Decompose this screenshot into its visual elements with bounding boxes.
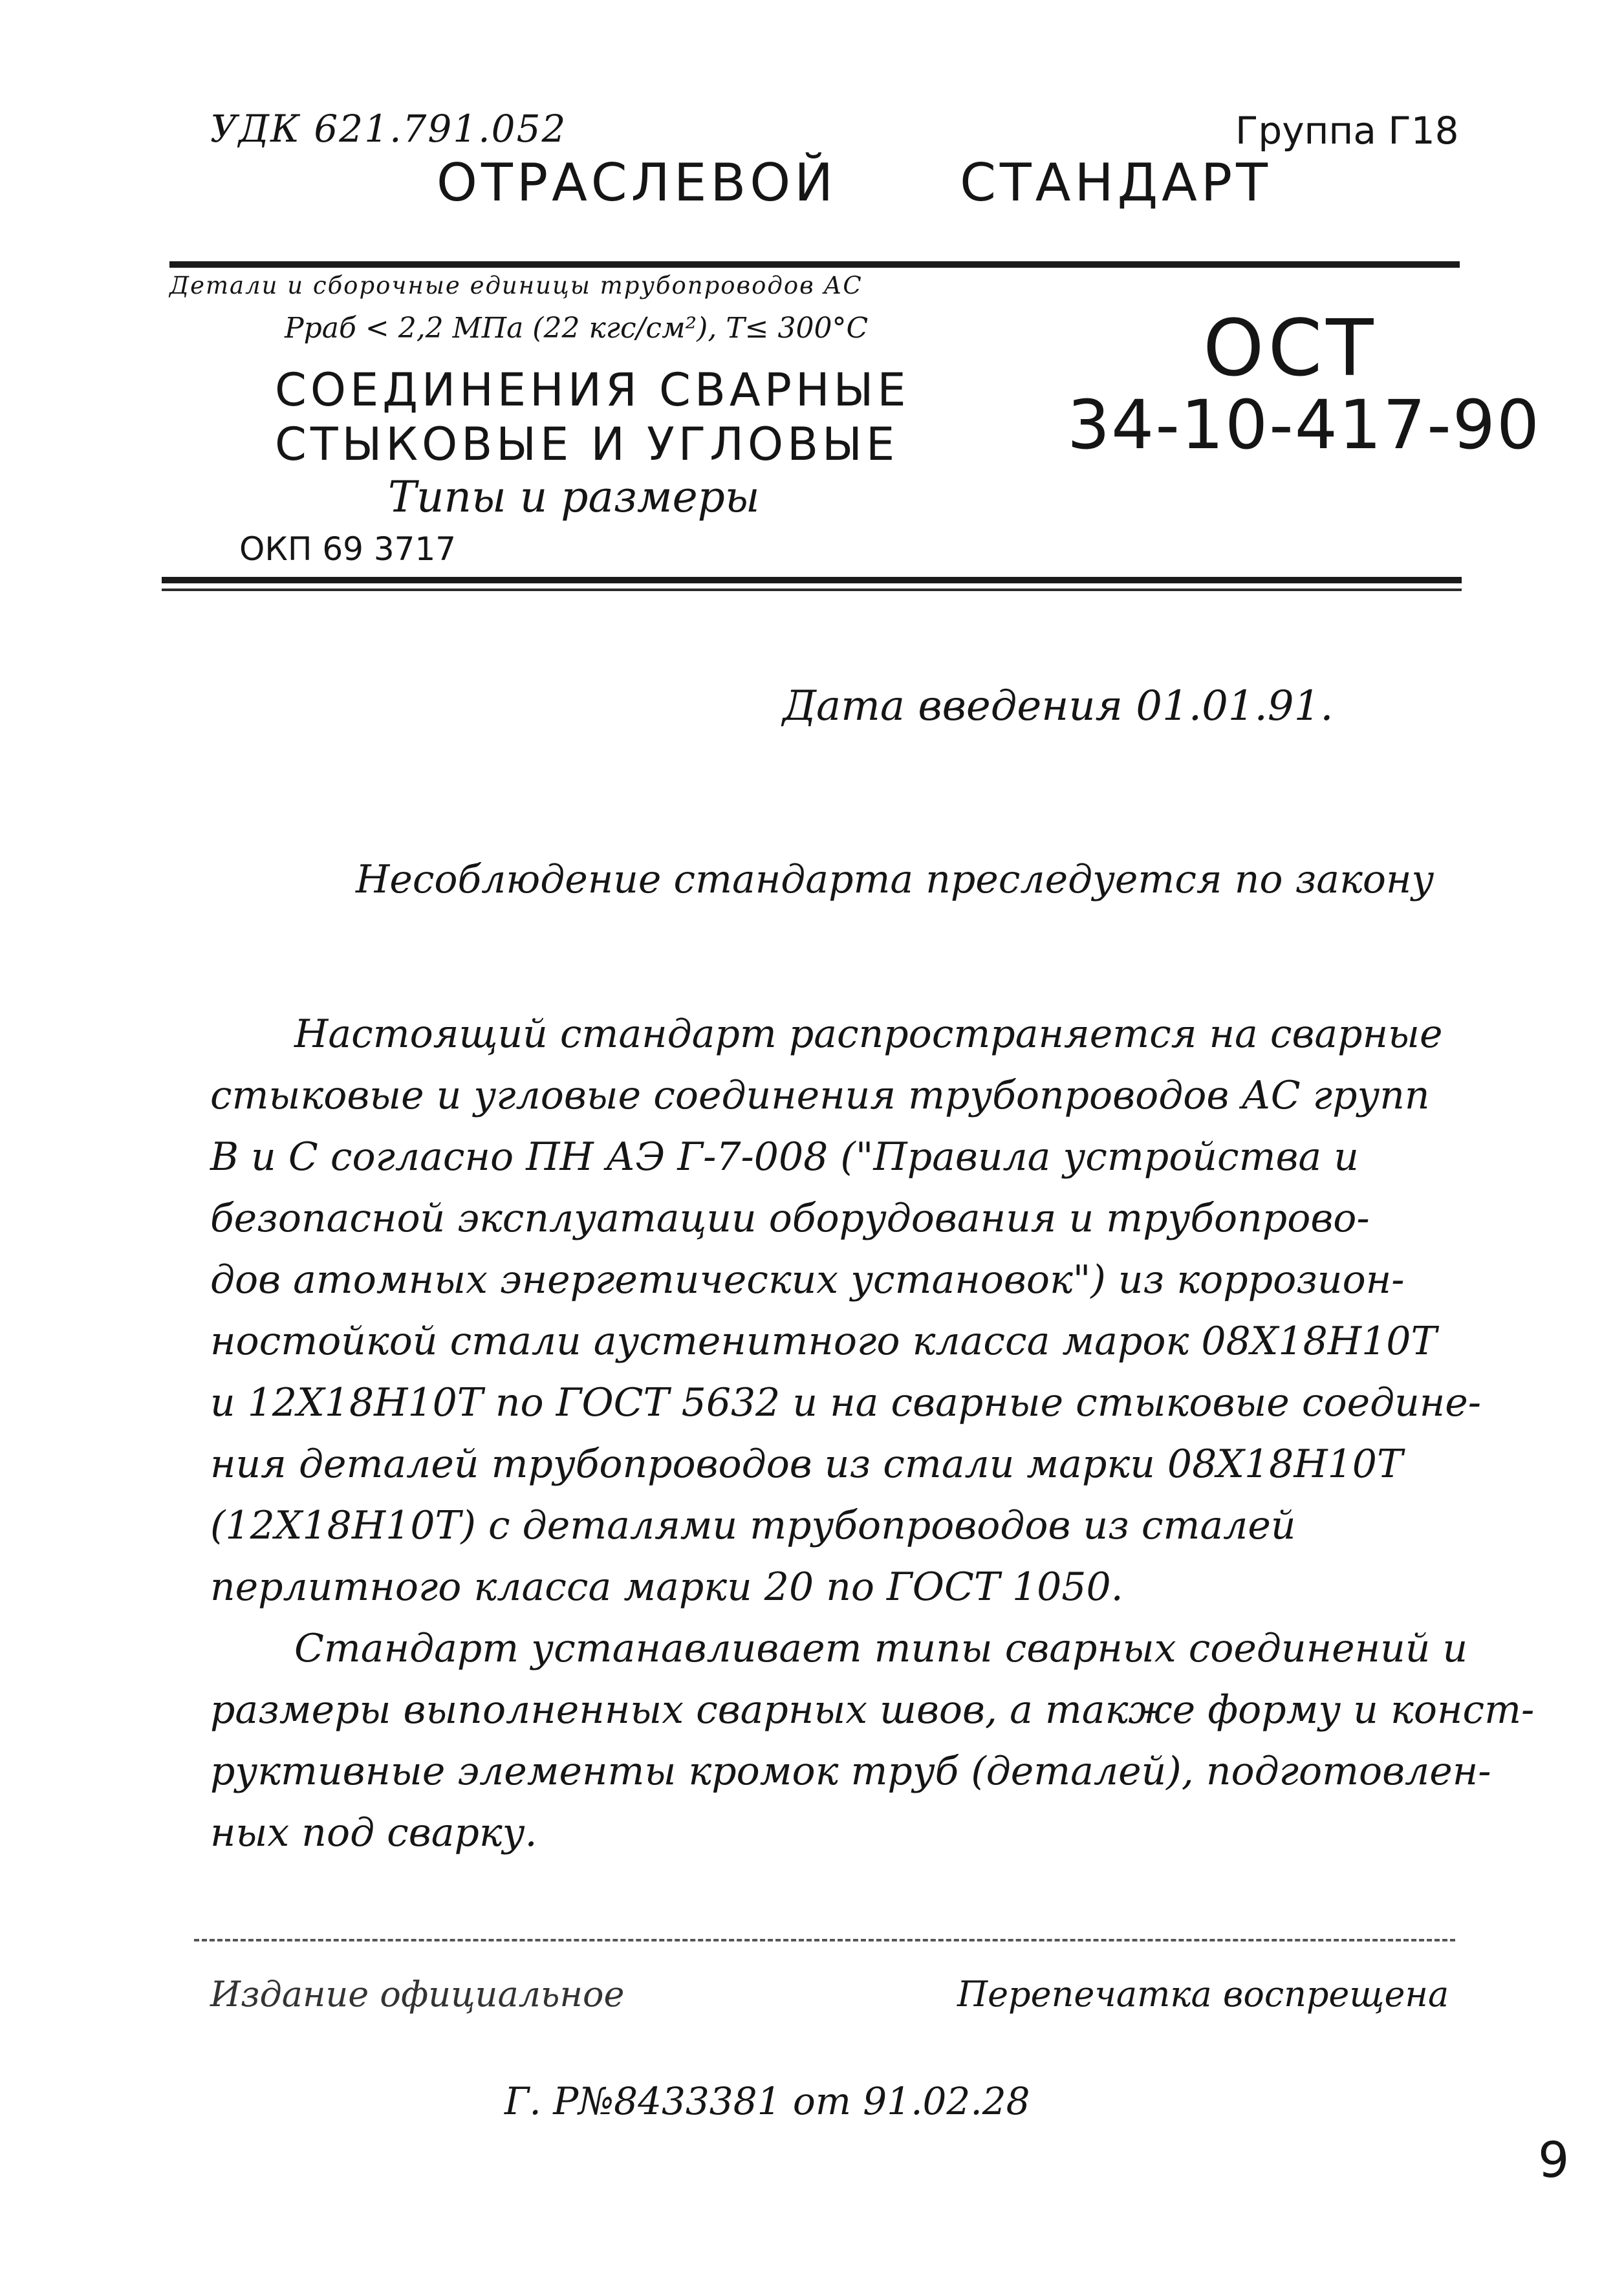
- standard-title-line1: СОЕДИНЕНИЯ СВАРНЫЕ: [275, 363, 910, 416]
- title-block-top-rule: [169, 261, 1460, 268]
- paragraph-line: ния деталей трубопроводов из стали марки 08Х18Н10Т: [210, 1442, 1403, 1487]
- paragraph-line: безопасной эксплуатации оборудования и трубопрово-: [210, 1196, 1370, 1241]
- paragraph-line: ных под сварку.: [210, 1810, 537, 1855]
- standard-title-line2: СТЫКОВЫЕ И УГЛОВЫЕ: [275, 418, 899, 471]
- body-text: [210, 1004, 1535, 1864]
- udk-code: УДК 621.791.052: [210, 107, 567, 151]
- introduction-date: Дата введения 01.01.91.: [783, 682, 1334, 730]
- standard-designation: ОСТ: [1203, 304, 1378, 394]
- paragraph-line: Стандарт устанавливает типы сварных соединений и: [294, 1626, 1468, 1671]
- paragraph-line: дов атомных энергетических установок") из коррозион-: [210, 1257, 1405, 1303]
- paragraph-line: В и С согласно ПН АЭ Г-7-008 ("Правила устройства и: [210, 1134, 1359, 1180]
- pressure-temperature-caption: Рраб < 2,2 МПа (22 кгс/см²), Т≤ 300°С: [285, 312, 869, 345]
- footer-rule: [194, 1939, 1455, 1941]
- paragraph-line: перлитного класса марки 20 по ГОСТ 1050.: [210, 1564, 1123, 1610]
- paragraph-line: руктивные элементы кромок труб (деталей), подготовлен-: [210, 1749, 1491, 1794]
- paragraph-line: и 12Х18Н10Т по ГОСТ 5632 и на сварные стыковые соедине-: [210, 1380, 1482, 1425]
- okp-code: ОКП 69 3717: [239, 530, 457, 568]
- paragraph-line: ностойкой стали аустенитного класса марок 08Х18Н10Т: [210, 1319, 1437, 1364]
- registry-number: Г. Р№8433381 от 91.02.28: [504, 2079, 1030, 2123]
- paragraph-line: стыковые и угловые соединения трубопроводов АС групп: [210, 1073, 1430, 1118]
- document-header: [437, 153, 1272, 213]
- edition-note: Издание официальное: [210, 1974, 625, 2015]
- paragraph-line: Настоящий стандарт распространяется на сварные: [294, 1011, 1443, 1057]
- scope-caption: Детали и сборочные единицы трубопроводов АС: [169, 272, 863, 299]
- paragraph-line: (12Х18Н10Т) с деталями трубопроводов из сталей: [210, 1503, 1296, 1548]
- header-word-standard: СТАНДАРТ: [960, 153, 1272, 213]
- reprint-note: Перепечатка воспрещена: [957, 1974, 1449, 2015]
- standard-subtitle: Типы и размеры: [388, 472, 760, 522]
- title-block-bottom-rule-secondary: [162, 589, 1462, 591]
- page-number: 9: [1538, 2131, 1570, 2189]
- title-block-bottom-rule: [162, 577, 1462, 583]
- header-word-industry: ОТРАСЛЕВОЙ: [437, 153, 838, 213]
- paragraph-line: размеры выполненных сварных швов, а также форму и конст-: [210, 1687, 1535, 1733]
- law-notice: Несоблюдение стандарта преследуется по закону: [356, 857, 1435, 902]
- standard-number: 34-10-417-90: [1067, 385, 1541, 464]
- group-code: Группа Г18: [1235, 109, 1459, 153]
